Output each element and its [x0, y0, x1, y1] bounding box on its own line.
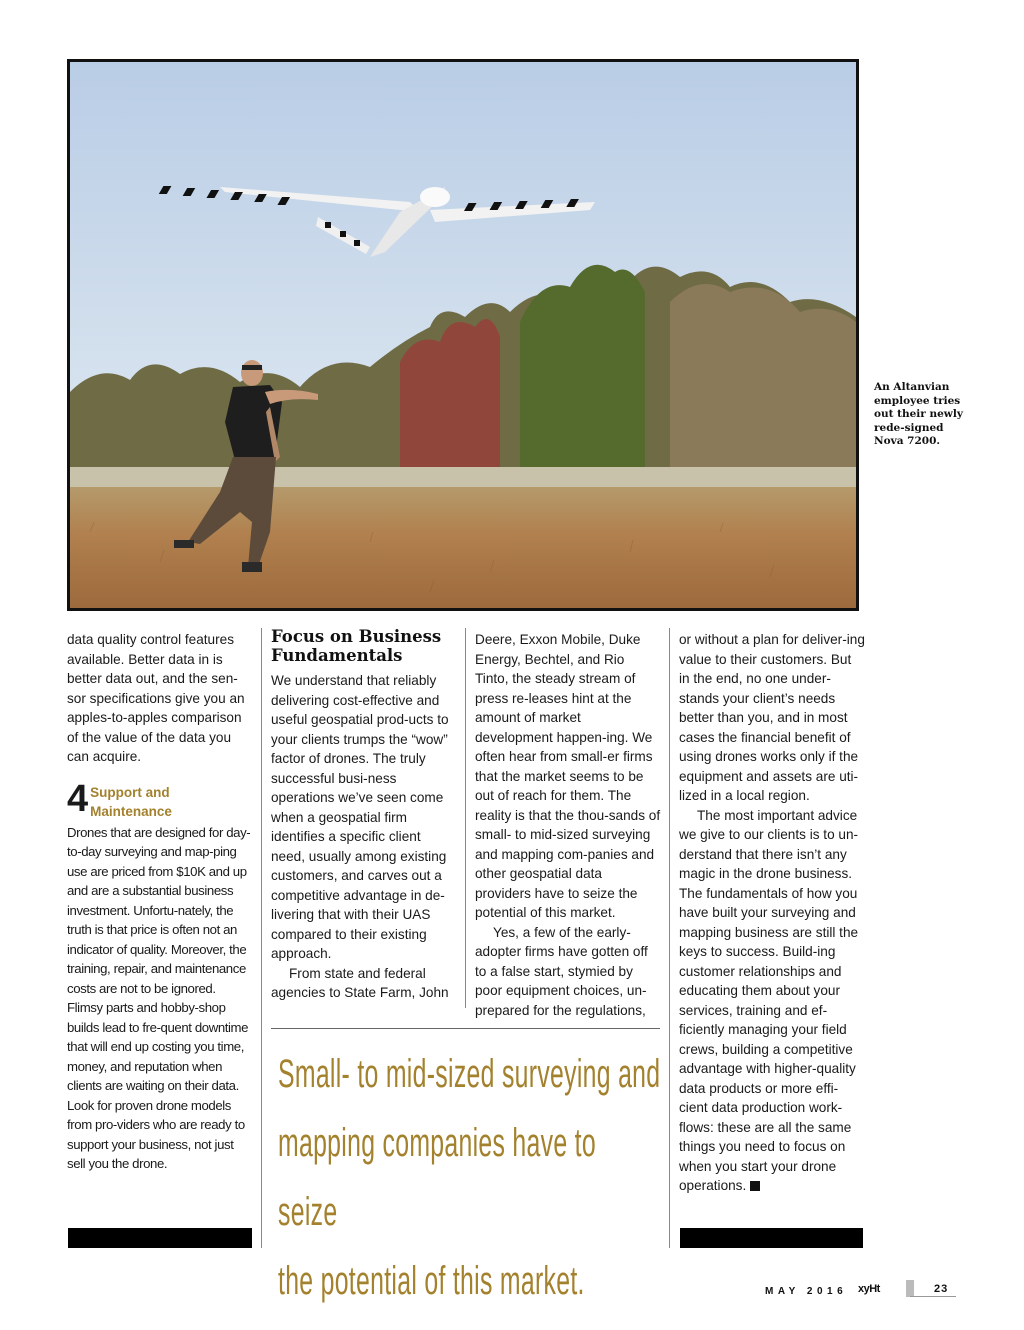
black-bar-left [68, 1228, 252, 1248]
section-heading-support [67, 777, 253, 821]
footer-date: MAY 2016 [765, 1286, 848, 1297]
subheading-focus: Focus on Business Fundamentals [271, 627, 442, 665]
col3-paragraph-1: Deere, Exxon Mobile, Duke Energy, Bechtel, and Rio Tinto, the steady stream of press re-leases hint at the amount of market development happen-ing. We often hear from small-er firms that the market seems to be out of reach for them. The reality is that the thou-sands of small- to mid-sized surveying and mapping com-panies and other geospatial data providers have to seize the potential of this market. [475, 632, 661, 920]
column-divider [261, 628, 262, 1248]
footer-rule [910, 1296, 956, 1297]
section-number: 4 [67, 777, 89, 820]
col4-paragraph-2 [679, 806, 865, 1196]
section-title-line2: Maintenance [90, 803, 172, 819]
page-number: 23 [934, 1283, 949, 1295]
col3-paragraph-2: Yes, a few of the early-adopter firms have gotten off to a false start, stymied by poor equipment choices, un-prepared for the regulations, [475, 924, 648, 1018]
column-2 [271, 627, 457, 1003]
column-4 [679, 630, 865, 1196]
column-3 [475, 630, 661, 1020]
pullquote [278, 1040, 662, 1316]
end-mark-icon [750, 1181, 760, 1191]
drone-launch-image [70, 62, 856, 608]
column-1 [67, 630, 253, 1174]
section-title [90, 783, 172, 821]
col4-paragraph-1: or without a plan for deliver-ing value to their customers. But in the end, no one under-stands your client’s needs better than you, and in most cases the financial benefit of using drones works only if the equipment and assets are uti-lized in a local region. [679, 632, 865, 803]
photo-caption: An Altanvian employee tries out their newly rede-signed Nova 7200. [874, 381, 963, 447]
pullquote-line-1: Small- to mid-sized surveying and [278, 1052, 661, 1096]
drone-photo [67, 59, 859, 611]
column-divider [669, 628, 670, 1248]
footer-separator [906, 1280, 914, 1297]
pullquote-line-3: the potential of this market. [278, 1259, 585, 1303]
black-bar-right [680, 1228, 863, 1248]
section-title-line1: Support and [90, 784, 170, 800]
pullquote-rule [271, 1028, 660, 1029]
pullquote-line-2: mapping companies have to seize [278, 1121, 596, 1234]
col2-paragraph-1: We understand that reliably delivering cost-effective and useful geospatial prod-ucts to your clients trumps the “wow” factor of drones. The truly successful busi-ness operations we’ve seen come when a geospatial firm identifies a specific client need, usually among existing customers, and carves out a competitive advantage in de-livering that with their UAS compared to their existing approach. [271, 673, 449, 961]
col2-paragraph-2: From state and federal agencies to State Farm, John [271, 965, 449, 1000]
column-divider [465, 628, 466, 1008]
col4-paragraph-2-text: The most important advice we give to our clients is to un-derstand that there isn’t any magic in the drone business. The fundamentals of how you have built your surveying and mapping business are still the keys to success. Build-ing customer relationships and educating them about your services, training and ef-ficiently managing your field crews, building a competitive advantage with higher-quality data products or more effi-cient data production work-flows: these are all the same things you need to focus on when you start your drone operations. [679, 807, 859, 1193]
col1-body-paragraph: Drones that are designed for day-to-day surveying and map-ping use are priced from $10K and up and are a substantial business investment. Unfortu-nately, the truth is that price is often not an indicator of quality. Moreover, the training, repair, and maintenance costs are not to be ignored. Flimsy parts and hobby-shop builds lead to fre-quent downtime that will end up costing you time, money, and reputation when clients are waiting on their data. Look for proven drone models from pro-viders who are ready to support your business, not just sell you the drone. [67, 824, 251, 1171]
col1-intro-paragraph: data quality control features available. Better data in is better data out, and the sen-sor specifications give you an apples-to-apples comparison of the value of the data you can acquire. [67, 632, 245, 764]
footer-logo: xyHt [858, 1283, 880, 1295]
